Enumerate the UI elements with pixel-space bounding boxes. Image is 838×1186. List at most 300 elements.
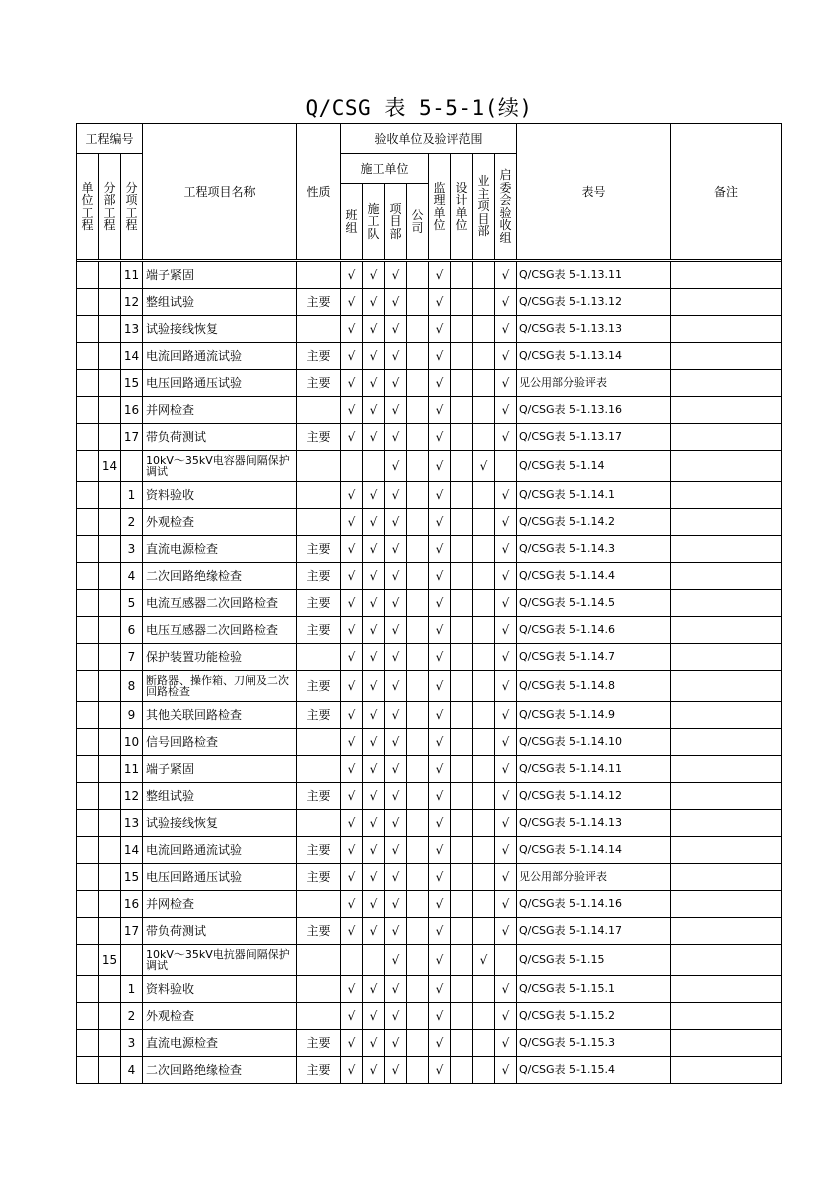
design-check-cell [451, 837, 473, 864]
design-check-cell [451, 451, 473, 482]
committee-check-cell [495, 617, 517, 644]
check-mark-icon: √ [391, 488, 400, 502]
form-number-cell: Q/CSG表 5-1.13.13 [517, 316, 671, 343]
check-mark-icon: √ [435, 623, 444, 637]
sub-project-cell [99, 397, 121, 424]
check-mark-icon: √ [347, 488, 356, 502]
check-mark-icon: √ [347, 542, 356, 556]
check-mark-icon: √ [391, 403, 400, 417]
check-mark-icon: √ [347, 789, 356, 803]
check-mark-icon: √ [435, 650, 444, 664]
supervision-check-cell [429, 424, 451, 451]
check-mark-icon: √ [391, 924, 400, 938]
crew-check-cell [363, 1003, 385, 1030]
check-mark-icon: √ [369, 789, 378, 803]
project-name-cell: 电压互感器二次回路检查 [143, 617, 297, 644]
supervision-check-cell [429, 810, 451, 837]
dept-check-cell [385, 945, 407, 976]
check-mark-icon: √ [435, 322, 444, 336]
item-project-cell: 11 [121, 262, 143, 289]
item-project-cell: 14 [121, 837, 143, 864]
item-project-cell: 1 [121, 976, 143, 1003]
check-mark-icon: √ [347, 762, 356, 776]
team-check-cell [341, 563, 363, 590]
check-mark-icon: √ [369, 708, 378, 722]
sub-project-cell [99, 590, 121, 617]
owner-check-cell [473, 891, 495, 918]
committee-check-cell [495, 918, 517, 945]
owner-check-cell [473, 1003, 495, 1030]
check-mark-icon: √ [391, 735, 400, 749]
header-form-number: 表号 [517, 124, 671, 260]
item-project-cell: 1 [121, 482, 143, 509]
form-number-cell: Q/CSG表 5-1.14.3 [517, 536, 671, 563]
check-mark-icon: √ [435, 295, 444, 309]
check-mark-icon: √ [435, 1063, 444, 1077]
form-number-cell: Q/CSG表 5-1.14.12 [517, 783, 671, 810]
crew-check-cell [363, 729, 385, 756]
owner-check-cell [473, 482, 495, 509]
crew-check-cell [363, 451, 385, 482]
check-mark-icon: √ [347, 1036, 356, 1050]
table-row [77, 976, 782, 1003]
nature-cell [297, 262, 341, 289]
check-mark-icon: √ [435, 708, 444, 722]
design-check-cell [451, 590, 473, 617]
header-acceptance-scope: 验收单位及验评范围 [341, 124, 517, 154]
check-mark-icon: √ [347, 430, 356, 444]
team-check-cell [341, 864, 363, 891]
item-project-cell [121, 451, 143, 482]
remarks-cell [671, 702, 782, 729]
committee-check-cell [495, 783, 517, 810]
committee-check-cell [495, 482, 517, 509]
check-mark-icon: √ [391, 459, 400, 473]
team-check-cell [341, 451, 363, 482]
remarks-cell [671, 289, 782, 316]
check-mark-icon: √ [501, 542, 510, 556]
check-mark-icon: √ [435, 982, 444, 996]
unit-project-cell [77, 451, 99, 482]
check-mark-icon: √ [347, 322, 356, 336]
check-mark-icon: √ [501, 679, 510, 693]
check-mark-icon: √ [369, 924, 378, 938]
nature-cell [297, 397, 341, 424]
nature-cell: 主要 [297, 617, 341, 644]
nature-cell: 主要 [297, 671, 341, 702]
unit-project-cell [77, 289, 99, 316]
design-check-cell [451, 702, 473, 729]
header-owner-project-dept: 业主项目部 [473, 154, 495, 260]
unit-project-cell [77, 864, 99, 891]
committee-check-cell [495, 644, 517, 671]
sub-project-cell [99, 563, 121, 590]
item-project-cell: 4 [121, 1057, 143, 1084]
supervision-check-cell [429, 729, 451, 756]
company-check-cell [407, 370, 429, 397]
remarks-cell [671, 810, 782, 837]
committee-check-cell [495, 976, 517, 1003]
supervision-check-cell [429, 590, 451, 617]
dept-check-cell [385, 509, 407, 536]
check-mark-icon: √ [347, 268, 356, 282]
unit-project-cell [77, 617, 99, 644]
sub-project-cell [99, 644, 121, 671]
table-row [77, 644, 782, 671]
check-mark-icon: √ [391, 679, 400, 693]
project-name-cell: 电流回路通流试验 [143, 343, 297, 370]
check-mark-icon: √ [347, 843, 356, 857]
design-check-cell [451, 343, 473, 370]
nature-cell [297, 316, 341, 343]
supervision-check-cell [429, 370, 451, 397]
check-mark-icon: √ [501, 1036, 510, 1050]
check-mark-icon: √ [435, 897, 444, 911]
crew-check-cell [363, 563, 385, 590]
check-mark-icon: √ [435, 735, 444, 749]
crew-check-cell [363, 810, 385, 837]
nature-cell [297, 810, 341, 837]
team-check-cell [341, 482, 363, 509]
nature-cell: 主要 [297, 1057, 341, 1084]
company-check-cell [407, 617, 429, 644]
table-row [77, 891, 782, 918]
check-mark-icon: √ [501, 870, 510, 884]
check-mark-icon: √ [501, 897, 510, 911]
supervision-check-cell [429, 976, 451, 1003]
unit-project-cell [77, 424, 99, 451]
header-sub-project: 分部工程 [99, 154, 121, 260]
project-name-cell: 外观检查 [143, 509, 297, 536]
owner-check-cell [473, 617, 495, 644]
table-row [77, 509, 782, 536]
check-mark-icon: √ [435, 430, 444, 444]
company-check-cell [407, 563, 429, 590]
item-project-cell: 6 [121, 617, 143, 644]
supervision-check-cell [429, 671, 451, 702]
crew-check-cell [363, 945, 385, 976]
supervision-check-cell [429, 891, 451, 918]
nature-cell: 主要 [297, 370, 341, 397]
supervision-check-cell [429, 644, 451, 671]
project-name-cell: 带负荷测试 [143, 918, 297, 945]
check-mark-icon: √ [391, 376, 400, 390]
sub-project-cell [99, 756, 121, 783]
check-mark-icon: √ [501, 735, 510, 749]
crew-check-cell [363, 1057, 385, 1084]
unit-project-cell [77, 370, 99, 397]
dept-check-cell [385, 289, 407, 316]
table-row [77, 783, 782, 810]
nature-cell [297, 509, 341, 536]
remarks-cell [671, 945, 782, 976]
check-mark-icon: √ [369, 430, 378, 444]
sub-project-cell [99, 289, 121, 316]
owner-check-cell [473, 810, 495, 837]
sub-project-cell [99, 864, 121, 891]
dept-check-cell [385, 397, 407, 424]
check-mark-icon: √ [501, 322, 510, 336]
check-mark-icon: √ [501, 569, 510, 583]
unit-project-cell [77, 945, 99, 976]
check-mark-icon: √ [369, 542, 378, 556]
sub-project-cell [99, 810, 121, 837]
supervision-check-cell [429, 945, 451, 976]
design-check-cell [451, 563, 473, 590]
dept-check-cell [385, 783, 407, 810]
header-project-code: 工程编号 [77, 124, 143, 154]
company-check-cell [407, 316, 429, 343]
header-item-project: 分项工程 [121, 154, 143, 260]
unit-project-cell [77, 671, 99, 702]
check-mark-icon: √ [501, 268, 510, 282]
dept-check-cell [385, 644, 407, 671]
check-mark-icon: √ [391, 953, 400, 967]
check-mark-icon: √ [501, 650, 510, 664]
crew-check-cell [363, 482, 385, 509]
nature-cell: 主要 [297, 1030, 341, 1057]
check-mark-icon: √ [501, 789, 510, 803]
owner-check-cell [473, 424, 495, 451]
committee-check-cell [495, 590, 517, 617]
check-mark-icon: √ [391, 1036, 400, 1050]
owner-check-cell [473, 536, 495, 563]
owner-check-cell [473, 590, 495, 617]
check-mark-icon: √ [391, 596, 400, 610]
team-check-cell [341, 918, 363, 945]
owner-check-cell [473, 918, 495, 945]
form-number-cell: Q/CSG表 5-1.15.1 [517, 976, 671, 1003]
check-mark-icon: √ [369, 735, 378, 749]
check-mark-icon: √ [369, 403, 378, 417]
owner-check-cell [473, 563, 495, 590]
sub-project-cell [99, 671, 121, 702]
owner-check-cell [473, 671, 495, 702]
remarks-cell [671, 1003, 782, 1030]
crew-check-cell [363, 783, 385, 810]
project-name-cell: 直流电源检查 [143, 536, 297, 563]
table-row [77, 397, 782, 424]
project-name-cell: 外观检查 [143, 1003, 297, 1030]
form-number-cell: 见公用部分验评表 [517, 370, 671, 397]
form-number-cell: Q/CSG表 5-1.15.4 [517, 1057, 671, 1084]
crew-check-cell [363, 370, 385, 397]
project-name-cell: 信号回路检查 [143, 729, 297, 756]
project-name-cell: 其他关联回路检查 [143, 702, 297, 729]
check-mark-icon: √ [435, 596, 444, 610]
dept-check-cell [385, 451, 407, 482]
team-check-cell [341, 289, 363, 316]
remarks-cell [671, 262, 782, 289]
design-check-cell [451, 536, 473, 563]
form-number-cell: Q/CSG表 5-1.13.11 [517, 262, 671, 289]
check-mark-icon: √ [501, 515, 510, 529]
company-check-cell [407, 1057, 429, 1084]
sub-project-cell [99, 370, 121, 397]
sub-project-cell [99, 262, 121, 289]
company-check-cell [407, 644, 429, 671]
nature-cell: 主要 [297, 864, 341, 891]
check-mark-icon: √ [435, 679, 444, 693]
check-mark-icon: √ [369, 870, 378, 884]
supervision-check-cell [429, 563, 451, 590]
owner-check-cell [473, 316, 495, 343]
check-mark-icon: √ [435, 488, 444, 502]
table-row [77, 563, 782, 590]
form-number-cell: Q/CSG表 5-1.14.8 [517, 671, 671, 702]
unit-project-cell [77, 976, 99, 1003]
nature-cell: 主要 [297, 783, 341, 810]
item-project-cell: 16 [121, 891, 143, 918]
design-check-cell [451, 976, 473, 1003]
crew-check-cell [363, 918, 385, 945]
committee-check-cell [495, 891, 517, 918]
form-number-cell: Q/CSG表 5-1.13.14 [517, 343, 671, 370]
dept-check-cell [385, 864, 407, 891]
check-mark-icon: √ [435, 789, 444, 803]
item-project-cell: 16 [121, 397, 143, 424]
owner-check-cell [473, 262, 495, 289]
committee-check-cell [495, 702, 517, 729]
check-mark-icon: √ [391, 897, 400, 911]
sub-project-cell [99, 1003, 121, 1030]
check-mark-icon: √ [347, 569, 356, 583]
header-nature: 性质 [297, 124, 341, 260]
committee-check-cell [495, 1003, 517, 1030]
sub-project-cell [99, 617, 121, 644]
check-mark-icon: √ [435, 569, 444, 583]
dept-check-cell [385, 424, 407, 451]
project-name-cell: 电压回路通压试验 [143, 864, 297, 891]
design-check-cell [451, 1030, 473, 1057]
company-check-cell [407, 945, 429, 976]
item-project-cell: 12 [121, 289, 143, 316]
committee-check-cell [495, 864, 517, 891]
team-check-cell [341, 262, 363, 289]
nature-cell: 主要 [297, 424, 341, 451]
team-check-cell [341, 590, 363, 617]
dept-check-cell [385, 891, 407, 918]
check-mark-icon: √ [435, 762, 444, 776]
committee-check-cell [495, 1030, 517, 1057]
remarks-cell [671, 343, 782, 370]
project-name-cell: 并网检查 [143, 891, 297, 918]
design-check-cell [451, 262, 473, 289]
table-row [77, 1030, 782, 1057]
header-unit-project: 单位工程 [77, 154, 99, 260]
check-mark-icon: √ [347, 870, 356, 884]
team-check-cell [341, 729, 363, 756]
dept-check-cell [385, 262, 407, 289]
committee-check-cell [495, 837, 517, 864]
owner-check-cell [473, 729, 495, 756]
item-project-cell: 13 [121, 810, 143, 837]
item-project-cell: 17 [121, 424, 143, 451]
supervision-check-cell [429, 918, 451, 945]
dept-check-cell [385, 837, 407, 864]
design-check-cell [451, 891, 473, 918]
crew-check-cell [363, 424, 385, 451]
crew-check-cell [363, 837, 385, 864]
supervision-check-cell [429, 864, 451, 891]
supervision-check-cell [429, 482, 451, 509]
unit-project-cell [77, 397, 99, 424]
unit-project-cell [77, 783, 99, 810]
check-mark-icon: √ [501, 349, 510, 363]
header-remarks: 备注 [671, 124, 782, 260]
item-project-cell: 13 [121, 316, 143, 343]
item-project-cell: 15 [121, 370, 143, 397]
check-mark-icon: √ [435, 1009, 444, 1023]
table-row [77, 424, 782, 451]
check-mark-icon: √ [391, 870, 400, 884]
committee-check-cell [495, 729, 517, 756]
nature-cell [297, 644, 341, 671]
dept-check-cell [385, 810, 407, 837]
sub-project-cell [99, 918, 121, 945]
check-mark-icon: √ [391, 789, 400, 803]
unit-project-cell [77, 536, 99, 563]
check-mark-icon: √ [369, 679, 378, 693]
check-mark-icon: √ [369, 295, 378, 309]
crew-check-cell [363, 671, 385, 702]
header-construction-crew: 施工队 [363, 184, 385, 260]
remarks-cell [671, 617, 782, 644]
supervision-check-cell [429, 536, 451, 563]
acceptance-table [76, 123, 782, 1084]
company-check-cell [407, 729, 429, 756]
check-mark-icon: √ [347, 1009, 356, 1023]
team-check-cell [341, 756, 363, 783]
check-mark-icon: √ [435, 459, 444, 473]
check-mark-icon: √ [501, 596, 510, 610]
owner-check-cell [473, 864, 495, 891]
project-name-cell: 带负荷测试 [143, 424, 297, 451]
team-check-cell [341, 316, 363, 343]
item-project-cell [121, 945, 143, 976]
nature-cell: 主要 [297, 289, 341, 316]
form-number-cell: Q/CSG表 5-1.15 [517, 945, 671, 976]
form-number-cell: Q/CSG表 5-1.14.4 [517, 563, 671, 590]
project-name-cell: 二次回路绝缘检查 [143, 563, 297, 590]
company-check-cell [407, 424, 429, 451]
table-row [77, 918, 782, 945]
check-mark-icon: √ [501, 376, 510, 390]
table-row [77, 370, 782, 397]
design-check-cell [451, 424, 473, 451]
sub-project-cell [99, 343, 121, 370]
check-mark-icon: √ [347, 708, 356, 722]
check-mark-icon: √ [369, 623, 378, 637]
table-row [77, 343, 782, 370]
remarks-cell [671, 1030, 782, 1057]
item-project-cell: 15 [121, 864, 143, 891]
remarks-cell [671, 837, 782, 864]
item-project-cell: 14 [121, 343, 143, 370]
owner-check-cell [473, 397, 495, 424]
sub-project-cell [99, 837, 121, 864]
owner-check-cell [473, 1057, 495, 1084]
nature-cell: 主要 [297, 918, 341, 945]
design-check-cell [451, 316, 473, 343]
project-name-cell: 资料验收 [143, 482, 297, 509]
remarks-cell [671, 563, 782, 590]
check-mark-icon: √ [501, 1009, 510, 1023]
sub-project-cell [99, 482, 121, 509]
design-check-cell [451, 509, 473, 536]
crew-check-cell [363, 509, 385, 536]
table-row [77, 945, 782, 976]
